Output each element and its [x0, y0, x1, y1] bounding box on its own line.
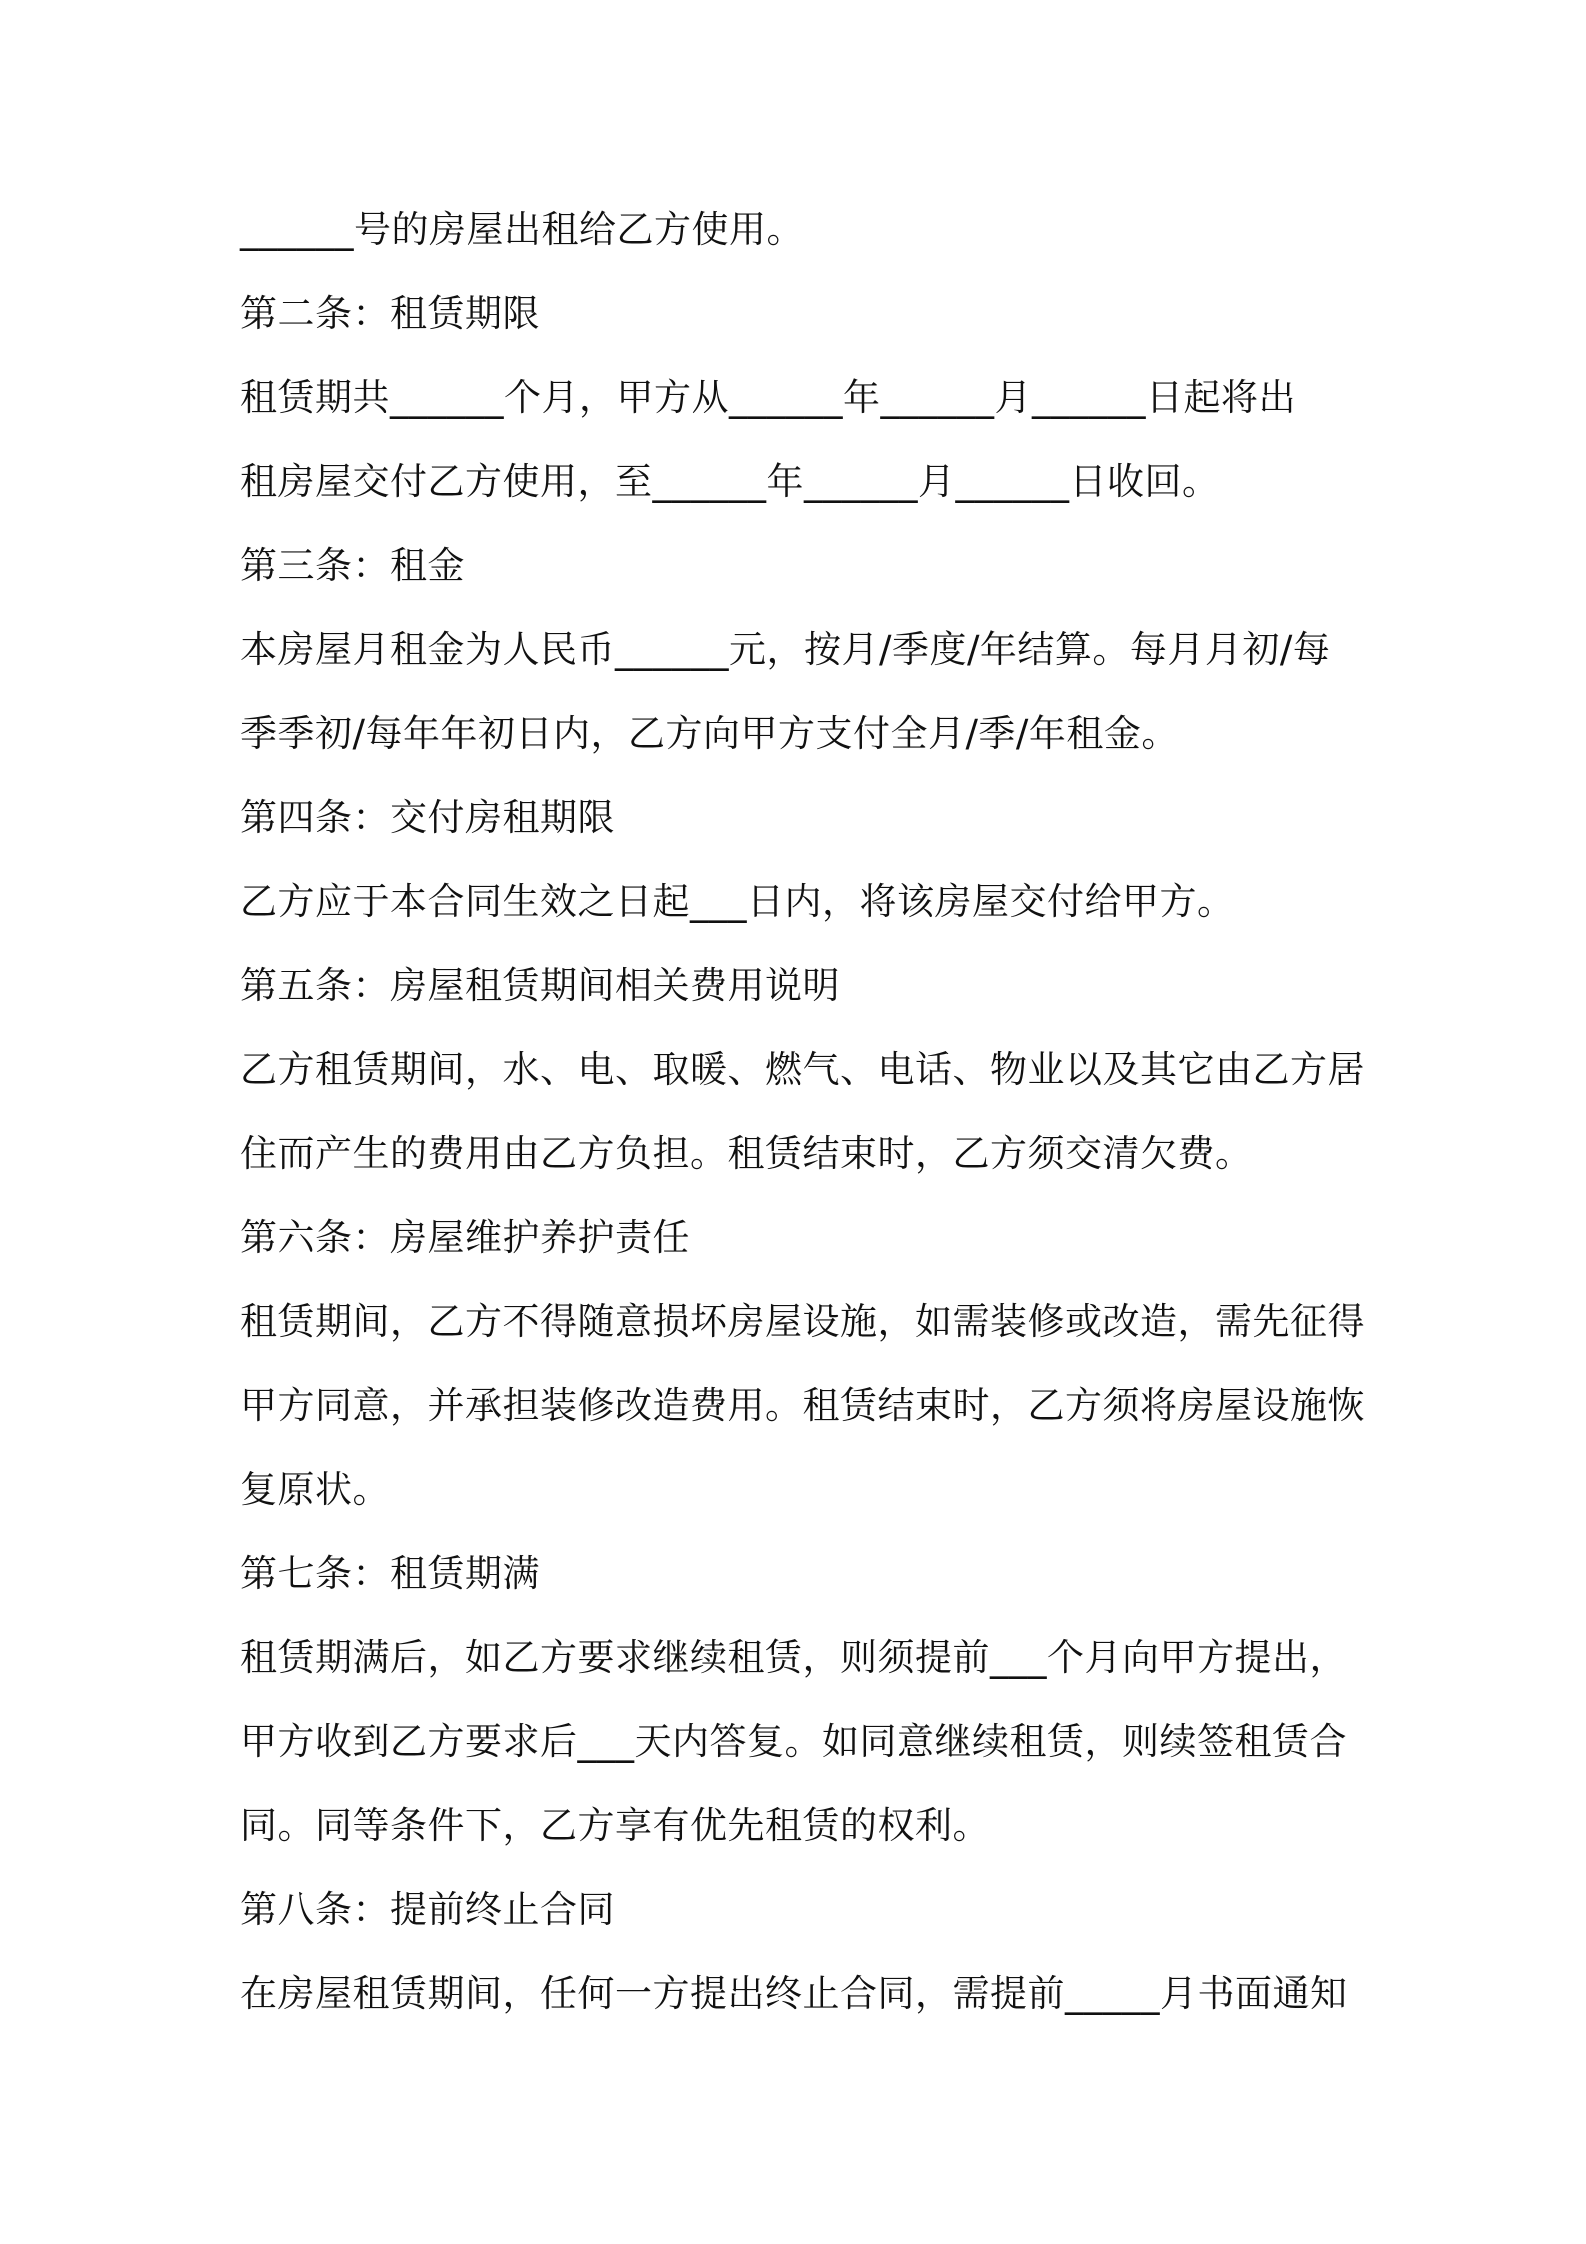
text-line: 租赁期满后，如乙方要求继续租赁，则须提前___个月向甲方提出， — [240, 1636, 1347, 1679]
section-heading: 第三条：租金 — [240, 544, 465, 587]
text-line: 乙方租赁期间，水、电、取暖、燃气、电话、物业以及其它由乙方居 — [240, 1048, 1365, 1091]
section-heading: 第二条：租赁期限 — [240, 292, 540, 335]
text-line: 甲方同意，并承担装修改造费用。租赁结束时，乙方须将房屋设施恢 — [240, 1384, 1365, 1427]
section-heading: 第八条：提前终止合同 — [240, 1888, 615, 1931]
text-line: 甲方收到乙方要求后___天内答复。如同意继续租赁，则续签租赁合 — [240, 1720, 1347, 1763]
text-line: 租房屋交付乙方使用，至______年______月______日收回。 — [240, 460, 1220, 503]
text-line: ______号的房屋出租给乙方使用。 — [240, 208, 804, 251]
text-line: 乙方应于本合同生效之日起___日内，将该房屋交付给甲方。 — [240, 880, 1235, 923]
text-line: 租赁期间，乙方不得随意损坏房屋设施，如需装修或改造，需先征得 — [240, 1300, 1365, 1343]
text-line: 复原状。 — [240, 1468, 390, 1511]
section-heading: 第五条：房屋租赁期间相关费用说明 — [240, 964, 840, 1007]
text-line: 在房屋租赁期间，任何一方提出终止合同，需提前_____月书面通知 — [240, 1972, 1348, 2015]
text-line: 季季初/每年年初日内，乙方向甲方支付全月/季/年租金。 — [240, 712, 1179, 755]
text-line: 住而产生的费用由乙方负担。租赁结束时，乙方须交清欠费。 — [240, 1132, 1253, 1175]
text-line: 同。同等条件下，乙方享有优先租赁的权利。 — [240, 1804, 990, 1847]
text-line: 本房屋月租金为人民币______元，按月/季度/年结算。每月月初/每 — [240, 628, 1331, 671]
section-heading: 第六条：房屋维护养护责任 — [240, 1216, 690, 1259]
text-line: 租赁期共______个月，甲方从______年______月______日起将出 — [240, 376, 1296, 419]
section-heading: 第七条：租赁期满 — [240, 1552, 540, 1595]
section-heading: 第四条：交付房租期限 — [240, 796, 615, 839]
